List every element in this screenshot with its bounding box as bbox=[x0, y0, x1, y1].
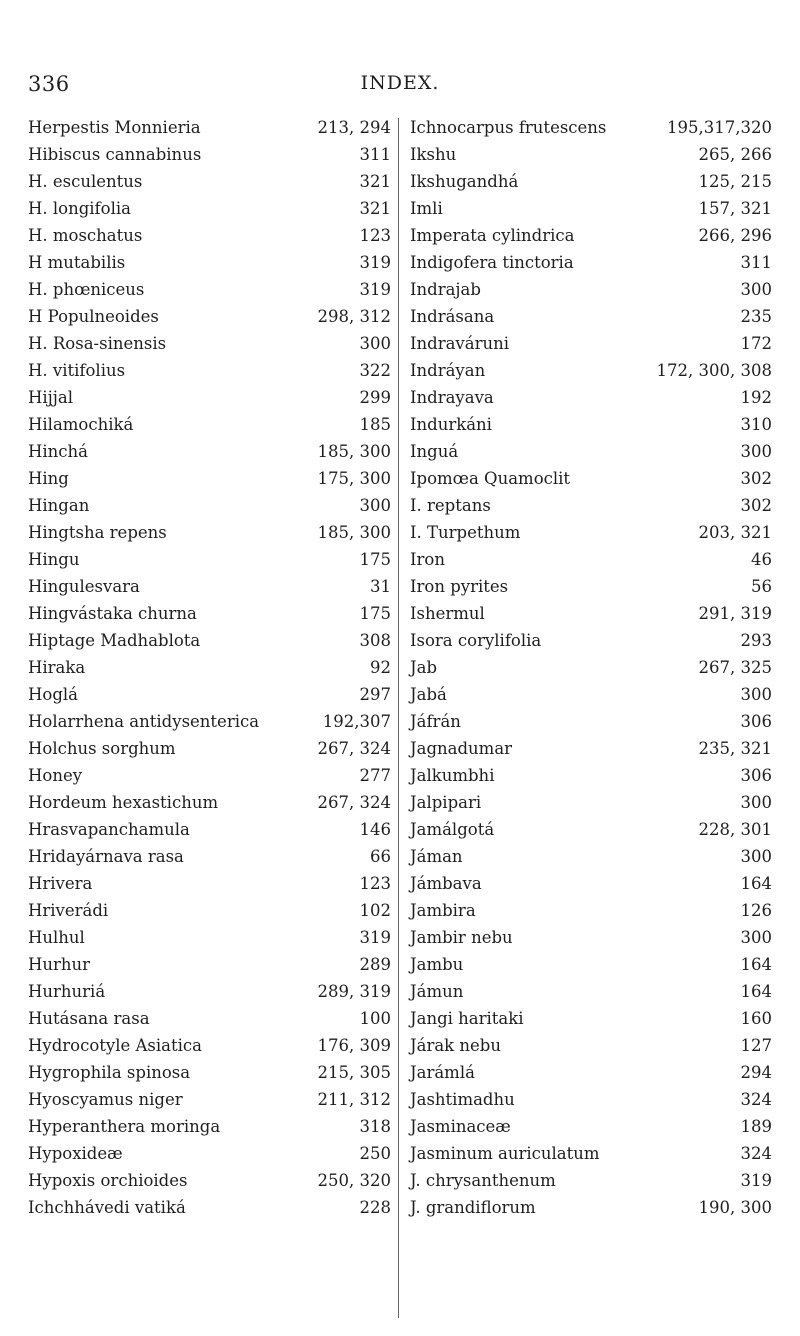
index-term: Hyperanthera moringa bbox=[28, 1117, 221, 1136]
index-term: I. reptans bbox=[410, 496, 491, 515]
index-entry bbox=[410, 492, 772, 519]
page-references: 157, 321 bbox=[695, 195, 772, 222]
page-references: 302 bbox=[737, 492, 773, 519]
index-term: Hijjal bbox=[28, 388, 74, 407]
page-references: 123 bbox=[356, 870, 392, 897]
index-term: Hingan bbox=[28, 496, 90, 515]
index-term: Iron pyrites bbox=[410, 577, 509, 596]
index-entry bbox=[410, 762, 772, 789]
index-entry bbox=[410, 978, 772, 1005]
index-term: Hrivera bbox=[28, 874, 93, 893]
page-references: 250 bbox=[356, 1140, 392, 1167]
page-references: 203, 321 bbox=[695, 519, 772, 546]
page-references: 192,307 bbox=[319, 708, 391, 735]
page-references: 100 bbox=[356, 1005, 392, 1032]
index-term: J. grandiflorum bbox=[410, 1198, 536, 1217]
index-term: Indraváruni bbox=[410, 334, 510, 353]
index-term: Hingu bbox=[28, 550, 80, 569]
index-entry bbox=[410, 789, 772, 816]
page-references: 164 bbox=[737, 978, 773, 1005]
page-references: 175 bbox=[356, 546, 392, 573]
index-entry bbox=[28, 249, 391, 276]
page-references: 310 bbox=[737, 411, 773, 438]
page-references: 319 bbox=[356, 276, 392, 303]
page-references: 267, 324 bbox=[314, 735, 391, 762]
index-entry bbox=[28, 114, 391, 141]
index-entry bbox=[410, 411, 772, 438]
index-entry bbox=[410, 951, 772, 978]
page-references: 46 bbox=[747, 546, 772, 573]
index-term: Jámbava bbox=[410, 874, 482, 893]
index-entry bbox=[410, 519, 772, 546]
index-entry bbox=[28, 330, 391, 357]
page-references: 319 bbox=[356, 924, 392, 951]
index-term: Jarámlá bbox=[410, 1063, 475, 1082]
page-references: 175, 300 bbox=[314, 465, 391, 492]
index-term: Jalkumbhi bbox=[410, 766, 495, 785]
index-entry bbox=[28, 546, 391, 573]
index-entry bbox=[28, 222, 391, 249]
page-references: 195,317,320 bbox=[663, 114, 772, 141]
index-term: Indurkáni bbox=[410, 415, 492, 434]
page-references: 300 bbox=[737, 924, 773, 951]
index-term: J. chrysanthenum bbox=[410, 1171, 556, 1190]
page-references: 123 bbox=[356, 222, 392, 249]
page-references: 31 bbox=[366, 573, 391, 600]
page-references: 300 bbox=[737, 681, 773, 708]
page-references: 289, 319 bbox=[314, 978, 391, 1005]
page-references: 294 bbox=[737, 1059, 773, 1086]
running-head-title: INDEX. bbox=[360, 72, 440, 94]
index-term: Jab bbox=[410, 658, 438, 677]
index-term: Hypoxideæ bbox=[28, 1144, 123, 1163]
index-entry bbox=[410, 330, 772, 357]
page-references: 172, 300, 308 bbox=[653, 357, 772, 384]
page-references: 311 bbox=[737, 249, 773, 276]
index-term: H. esculentus bbox=[28, 172, 143, 191]
index-term: Hing bbox=[28, 469, 69, 488]
index-entry bbox=[410, 249, 772, 276]
index-term: H. phœniceus bbox=[28, 280, 145, 299]
index-entry bbox=[410, 222, 772, 249]
index-term: Hurhuriá bbox=[28, 982, 106, 1001]
index-entry bbox=[410, 1140, 772, 1167]
index-entry bbox=[28, 438, 391, 465]
page-references: 289 bbox=[356, 951, 392, 978]
index-term: Ipomœa Quamoclit bbox=[410, 469, 571, 488]
index-entry bbox=[410, 1059, 772, 1086]
page-references: 293 bbox=[737, 627, 773, 654]
page-references: 126 bbox=[737, 897, 773, 924]
page-references: 185, 300 bbox=[314, 438, 391, 465]
page-references: 102 bbox=[356, 897, 392, 924]
index-entry bbox=[410, 168, 772, 195]
index-term: Indrásana bbox=[410, 307, 495, 326]
index-entry bbox=[28, 1194, 391, 1221]
index-term: Imperata cylindrica bbox=[410, 226, 575, 245]
page-references: 297 bbox=[356, 681, 392, 708]
page-references: 265, 266 bbox=[695, 141, 772, 168]
index-term: H mutabilis bbox=[28, 253, 126, 272]
index-term: Herpestis Monnieria bbox=[28, 118, 201, 137]
index-entry bbox=[28, 1167, 391, 1194]
page-references: 306 bbox=[737, 708, 773, 735]
index-term: Hriverádi bbox=[28, 901, 109, 920]
index-entry bbox=[410, 384, 772, 411]
page-references: 291, 319 bbox=[695, 600, 772, 627]
index-entry bbox=[28, 843, 391, 870]
index-entry bbox=[410, 1032, 772, 1059]
index-entry bbox=[28, 276, 391, 303]
index-term: Hygrophila spinosa bbox=[28, 1063, 191, 1082]
index-term: Iron bbox=[410, 550, 445, 569]
index-entry bbox=[28, 924, 391, 951]
page-references: 324 bbox=[737, 1086, 773, 1113]
index-entry bbox=[410, 600, 772, 627]
page-references: 322 bbox=[356, 357, 392, 384]
index-entry bbox=[28, 1032, 391, 1059]
page-references: 300 bbox=[356, 330, 392, 357]
page-references: 318 bbox=[356, 1113, 392, 1140]
page-references: 267, 324 bbox=[314, 789, 391, 816]
index-entry bbox=[28, 870, 391, 897]
index-entry bbox=[28, 195, 391, 222]
page-references: 306 bbox=[737, 762, 773, 789]
page-references: 185, 300 bbox=[314, 519, 391, 546]
index-term: Holchus sorghum bbox=[28, 739, 176, 758]
index-term: Imli bbox=[410, 199, 443, 218]
index-term: Hingulesvara bbox=[28, 577, 140, 596]
index-term: Ichnocarpus frutescens bbox=[410, 118, 607, 137]
index-entry bbox=[410, 465, 772, 492]
page-references: 300 bbox=[737, 276, 773, 303]
index-entry bbox=[28, 978, 391, 1005]
index-term: Indrajab bbox=[410, 280, 481, 299]
index-entry bbox=[410, 195, 772, 222]
index-term: Inguá bbox=[410, 442, 459, 461]
index-entry bbox=[28, 573, 391, 600]
index-term: H Populneoides bbox=[28, 307, 159, 326]
index-term: Hrasvapanchamula bbox=[28, 820, 190, 839]
index-entry bbox=[28, 357, 391, 384]
page-references: 302 bbox=[737, 465, 773, 492]
index-entry bbox=[410, 438, 772, 465]
page-references: 185 bbox=[356, 411, 392, 438]
index-term: Jashtimadhu bbox=[410, 1090, 515, 1109]
index-term: Ishermul bbox=[410, 604, 485, 623]
page-references: 215, 305 bbox=[314, 1059, 391, 1086]
page-references: 228, 301 bbox=[695, 816, 772, 843]
index-entry bbox=[410, 870, 772, 897]
index-term: Jasminum auriculatum bbox=[410, 1144, 600, 1163]
index-entry bbox=[410, 357, 772, 384]
index-entry bbox=[28, 1005, 391, 1032]
index-entry bbox=[410, 1194, 772, 1221]
index-entry bbox=[28, 1113, 391, 1140]
index-term: H. vitifolius bbox=[28, 361, 126, 380]
index-term: Indigofera tinctoria bbox=[410, 253, 574, 272]
page-references: 190, 300 bbox=[695, 1194, 772, 1221]
page-references: 298, 312 bbox=[314, 303, 391, 330]
index-term: Hulhul bbox=[28, 928, 85, 947]
index-term: Jagnadumar bbox=[410, 739, 513, 758]
index-entry bbox=[410, 1005, 772, 1032]
page-references: 164 bbox=[737, 870, 773, 897]
page-references: 319 bbox=[356, 249, 392, 276]
index-entry bbox=[410, 681, 772, 708]
page-references: 146 bbox=[356, 816, 392, 843]
index-entry bbox=[28, 762, 391, 789]
index-entry bbox=[28, 951, 391, 978]
page-references: 277 bbox=[356, 762, 392, 789]
index-entry bbox=[28, 708, 391, 735]
index-term: Hydrocotyle Asiatica bbox=[28, 1036, 202, 1055]
index-entry bbox=[28, 681, 391, 708]
page-references: 160 bbox=[737, 1005, 773, 1032]
index-entry bbox=[410, 1167, 772, 1194]
page-references: 311 bbox=[356, 141, 392, 168]
index-term: Jamálgotá bbox=[410, 820, 495, 839]
index-column-left bbox=[28, 114, 391, 1221]
index-term: Jalpipari bbox=[410, 793, 482, 812]
page-references: 300 bbox=[737, 438, 773, 465]
index-term: H. longifolia bbox=[28, 199, 131, 218]
index-term: Jambira bbox=[410, 901, 476, 920]
index-term: Honey bbox=[28, 766, 83, 785]
page-references: 176, 309 bbox=[314, 1032, 391, 1059]
page-references: 189 bbox=[737, 1113, 773, 1140]
index-term: Hilamochiká bbox=[28, 415, 134, 434]
page-references: 125, 215 bbox=[695, 168, 772, 195]
index-term: Holarrhena antidysenterica bbox=[28, 712, 260, 731]
index-entry bbox=[28, 411, 391, 438]
index-entry bbox=[28, 384, 391, 411]
index-entry bbox=[28, 465, 391, 492]
index-entry bbox=[410, 843, 772, 870]
page-references: 308 bbox=[356, 627, 392, 654]
page-references: 228 bbox=[356, 1194, 392, 1221]
index-term: I. Turpethum bbox=[410, 523, 521, 542]
page-references: 267, 325 bbox=[695, 654, 772, 681]
page-references: 321 bbox=[356, 195, 392, 222]
index-term: H. moschatus bbox=[28, 226, 143, 245]
index-term: Jáman bbox=[410, 847, 463, 866]
page-references: 172 bbox=[737, 330, 773, 357]
index-term: Jambir nebu bbox=[410, 928, 513, 947]
page-references: 299 bbox=[356, 384, 392, 411]
index-entry bbox=[410, 924, 772, 951]
index-entry bbox=[410, 546, 772, 573]
index-entry bbox=[410, 816, 772, 843]
index-term: Hingtsha repens bbox=[28, 523, 167, 542]
index-entry bbox=[28, 1059, 391, 1086]
page-references: 164 bbox=[737, 951, 773, 978]
index-term: Hoglá bbox=[28, 685, 78, 704]
page-references: 192 bbox=[737, 384, 773, 411]
page-references: 211, 312 bbox=[314, 1086, 391, 1113]
index-entry bbox=[28, 141, 391, 168]
index-entry bbox=[28, 303, 391, 330]
index-term: Hiraka bbox=[28, 658, 86, 677]
index-entry bbox=[410, 654, 772, 681]
index-entry bbox=[410, 627, 772, 654]
page-references: 319 bbox=[737, 1167, 773, 1194]
page-references: 266, 296 bbox=[695, 222, 772, 249]
index-entry bbox=[28, 654, 391, 681]
page-references: 324 bbox=[737, 1140, 773, 1167]
page-references: 300 bbox=[737, 789, 773, 816]
index-term: Jabá bbox=[410, 685, 447, 704]
index-term: Hinchá bbox=[28, 442, 88, 461]
page-references: 213, 294 bbox=[314, 114, 391, 141]
page-references: 235, 321 bbox=[695, 735, 772, 762]
index-term: Hingvástaka churna bbox=[28, 604, 197, 623]
index-term: Hurhur bbox=[28, 955, 91, 974]
index-entry bbox=[28, 897, 391, 924]
index-term: Ikshugandhá bbox=[410, 172, 519, 191]
index-term: Indráyan bbox=[410, 361, 486, 380]
index-entry bbox=[28, 1086, 391, 1113]
index-term: Ikshu bbox=[410, 145, 457, 164]
index-term: Hiptage Madhablota bbox=[28, 631, 201, 650]
page-references: 300 bbox=[356, 492, 392, 519]
index-term: Hyoscyamus niger bbox=[28, 1090, 183, 1109]
index-term: Jasminaceæ bbox=[410, 1117, 511, 1136]
index-entry bbox=[410, 573, 772, 600]
index-column-right bbox=[410, 114, 772, 1221]
index-entry bbox=[410, 897, 772, 924]
index-entry bbox=[410, 141, 772, 168]
index-term: Jambu bbox=[410, 955, 464, 974]
page-references: 56 bbox=[747, 573, 772, 600]
index-term: Járak nebu bbox=[410, 1036, 501, 1055]
page-references: 66 bbox=[366, 843, 391, 870]
index-term: Hypoxis orchioides bbox=[28, 1171, 188, 1190]
index-term: Hibiscus cannabinus bbox=[28, 145, 202, 164]
index-entry bbox=[28, 1140, 391, 1167]
index-entry bbox=[28, 600, 391, 627]
index-entry bbox=[410, 735, 772, 762]
index-entry bbox=[410, 1113, 772, 1140]
page-references: 92 bbox=[366, 654, 391, 681]
index-term: Hridayárnava rasa bbox=[28, 847, 184, 866]
index-term: Ichchhávedi vatiká bbox=[28, 1198, 186, 1217]
page-references: 300 bbox=[737, 843, 773, 870]
index-entry bbox=[28, 627, 391, 654]
index-term: Jáfrán bbox=[410, 712, 461, 731]
page-references: 127 bbox=[737, 1032, 773, 1059]
index-term: Jangi haritaki bbox=[410, 1009, 524, 1028]
index-entry bbox=[410, 303, 772, 330]
page-references: 175 bbox=[356, 600, 392, 627]
index-entry bbox=[28, 816, 391, 843]
index-term: Jámun bbox=[410, 982, 464, 1001]
index-entry bbox=[28, 168, 391, 195]
index-entry bbox=[28, 789, 391, 816]
column-divider bbox=[398, 118, 399, 1318]
index-entry bbox=[28, 735, 391, 762]
index-term: Hutásana rasa bbox=[28, 1009, 150, 1028]
index-entry bbox=[410, 708, 772, 735]
page-number: 336 bbox=[28, 72, 70, 96]
index-entry bbox=[28, 519, 391, 546]
page-references: 250, 320 bbox=[314, 1167, 391, 1194]
index-term: Indrayava bbox=[410, 388, 494, 407]
index-term: Hordeum hexastichum bbox=[28, 793, 219, 812]
index-term: H. Rosa-sinensis bbox=[28, 334, 167, 353]
index-entry bbox=[410, 276, 772, 303]
index-entry bbox=[28, 492, 391, 519]
page-references: 235 bbox=[737, 303, 773, 330]
page-references: 321 bbox=[356, 168, 392, 195]
index-entry bbox=[410, 114, 772, 141]
index-term: Isora corylifolia bbox=[410, 631, 542, 650]
index-entry bbox=[410, 1086, 772, 1113]
